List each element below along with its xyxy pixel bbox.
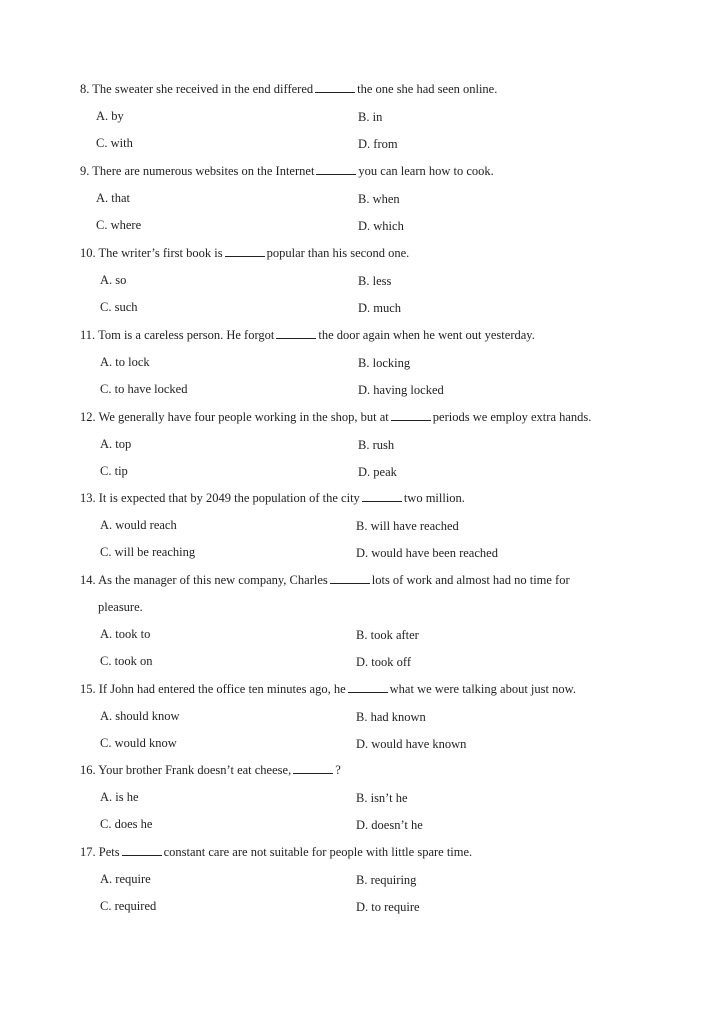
option-letter: A.	[100, 355, 113, 369]
option-text: would reach	[115, 518, 177, 532]
option-letter: B.	[356, 519, 368, 533]
option-c	[100, 735, 177, 751]
option-text: from	[373, 137, 398, 151]
option-letter: A.	[100, 627, 113, 641]
stem-before-blank: As the manager of this new company, Charles	[98, 573, 328, 587]
question-number: 9.	[80, 164, 90, 178]
option-a	[100, 354, 150, 370]
option-text: will be reaching	[114, 545, 196, 559]
option-letter: B.	[356, 873, 368, 887]
stem-after-blank: the one she had seen online.	[357, 82, 498, 96]
option-text: to require	[371, 900, 420, 914]
question-number: 10.	[80, 246, 96, 260]
option-text: will have reached	[370, 519, 459, 533]
option-letter: C.	[100, 899, 112, 913]
option-letter: B.	[358, 110, 370, 124]
stem-after-blank: lots of work and almost had no time for	[371, 573, 570, 587]
answer-blank	[391, 410, 431, 421]
option-text: less	[372, 274, 392, 288]
stem-before-blank: If John had entered the office ten minutes ago, he	[98, 682, 346, 696]
option-a	[100, 272, 126, 288]
option-text: took off	[371, 655, 411, 669]
option-letter: A.	[96, 109, 109, 123]
option-text: took on	[114, 654, 153, 668]
option-text: took to	[115, 627, 151, 641]
option-letter: D.	[356, 900, 369, 914]
option-text: with	[110, 136, 133, 150]
option-a	[100, 871, 151, 887]
option-d	[356, 736, 466, 752]
option-letter: A.	[100, 790, 113, 804]
option-letter: C.	[100, 545, 112, 559]
option-text: would have known	[371, 737, 467, 751]
option-text: would have been reached	[371, 546, 498, 560]
option-text: doesn’t he	[371, 818, 423, 832]
option-letter: A.	[100, 437, 113, 451]
option-d	[358, 136, 398, 152]
option-letter: B.	[356, 628, 368, 642]
option-text: is he	[115, 790, 139, 804]
question-number: 16.	[80, 763, 96, 777]
option-text: had known	[370, 710, 426, 724]
option-d	[356, 545, 498, 561]
option-a	[100, 436, 131, 452]
answer-blank	[293, 763, 333, 774]
stem-before-blank: The writer’s first book is	[98, 246, 223, 260]
question-number: 11.	[80, 328, 96, 342]
option-text: such	[114, 300, 138, 314]
option-letter: D.	[358, 383, 371, 397]
option-c	[100, 816, 152, 832]
option-a	[96, 108, 124, 124]
question-stem	[80, 757, 650, 784]
question-stem	[80, 839, 650, 866]
stem-after-blank: constant care are not suitable for people with little spare time.	[163, 845, 473, 859]
option-text: by	[111, 109, 124, 123]
option-text: does he	[114, 817, 153, 831]
option-letter: D.	[356, 655, 369, 669]
answer-blank	[316, 164, 356, 175]
question-number: 14.	[80, 573, 96, 587]
option-d	[358, 300, 401, 316]
option-text: rush	[372, 438, 395, 452]
option-a	[100, 789, 139, 805]
stem-before-blank: Pets	[98, 845, 120, 859]
option-letter: C.	[96, 136, 108, 150]
option-b	[358, 273, 391, 289]
stem-continuation: pleasure.	[98, 600, 143, 614]
option-letter: B.	[358, 438, 370, 452]
option-text: to have locked	[114, 382, 188, 396]
option-c	[100, 463, 128, 479]
option-text: require	[115, 872, 151, 886]
option-text: having locked	[373, 383, 444, 397]
stem-after-blank: what we were talking about just now.	[389, 682, 576, 696]
option-letter: A.	[100, 518, 113, 532]
option-b	[358, 191, 400, 207]
option-letter: B.	[356, 710, 368, 724]
answer-blank	[315, 82, 355, 93]
option-letter: A.	[96, 191, 109, 205]
option-letter: A.	[100, 709, 113, 723]
option-text: should know	[115, 709, 180, 723]
option-d	[358, 464, 397, 480]
option-letter: A.	[100, 273, 113, 287]
option-letter: B.	[356, 791, 368, 805]
stem-before-blank: There are numerous websites on the Internet	[92, 164, 315, 178]
option-letter: C.	[100, 654, 112, 668]
option-letter: C.	[100, 464, 112, 478]
option-letter: D.	[356, 737, 369, 751]
option-letter: D.	[356, 546, 369, 560]
question-stem	[80, 158, 650, 185]
option-d	[356, 654, 411, 670]
option-letter: C.	[100, 300, 112, 314]
option-letter: D.	[358, 301, 371, 315]
option-letter: B.	[358, 192, 370, 206]
option-text: top	[115, 437, 132, 451]
option-text: in	[372, 110, 383, 124]
stem-before-blank: It is expected that by 2049 the population of the city	[98, 491, 360, 505]
option-text: peak	[373, 465, 397, 479]
option-b	[358, 355, 410, 371]
stem-before-blank: We generally have four people working in the shop, but at	[98, 410, 389, 424]
option-b	[356, 518, 459, 534]
question-stem	[80, 322, 650, 349]
option-c	[96, 217, 141, 233]
option-c	[100, 381, 187, 397]
option-letter: C.	[96, 218, 108, 232]
option-text: so	[115, 273, 127, 287]
option-text: tip	[114, 464, 128, 478]
option-d	[358, 382, 444, 398]
option-letter: D.	[358, 465, 371, 479]
stem-after-blank: ?	[335, 763, 341, 777]
option-text: to lock	[115, 355, 150, 369]
stem-before-blank: The sweater she received in the end differed	[92, 82, 314, 96]
option-letter: D.	[358, 219, 371, 233]
option-letter: B.	[358, 356, 370, 370]
option-letter: B.	[358, 274, 370, 288]
answer-blank	[348, 682, 388, 693]
question-number: 13.	[80, 491, 96, 505]
option-b	[356, 627, 419, 643]
question-number: 15.	[80, 682, 96, 696]
question-number: 12.	[80, 410, 96, 424]
question-stem	[80, 485, 650, 512]
question-stem	[80, 567, 655, 621]
option-c	[100, 653, 152, 669]
option-letter: C.	[100, 382, 112, 396]
option-letter: D.	[358, 137, 371, 151]
option-text: required	[114, 899, 157, 913]
option-text: isn’t he	[370, 791, 408, 805]
question-stem	[80, 676, 650, 703]
stem-before-blank: Your brother Frank doesn’t eat cheese,	[98, 763, 292, 777]
answer-blank	[330, 573, 370, 584]
option-b	[358, 437, 394, 453]
option-text: when	[372, 192, 400, 206]
answer-blank	[225, 246, 265, 257]
option-text: locking	[372, 356, 411, 370]
option-text: which	[373, 219, 404, 233]
option-text: would know	[114, 736, 177, 750]
question-stem	[80, 240, 650, 267]
option-b	[356, 709, 426, 725]
option-c	[100, 898, 156, 914]
stem-before-blank: Tom is a careless person. He forgot	[98, 328, 275, 342]
option-text: where	[110, 218, 142, 232]
stem-after-blank: popular than his second one.	[266, 246, 410, 260]
option-text: much	[373, 301, 402, 315]
question-number: 8.	[80, 82, 90, 96]
stem-after-blank: periods we employ extra hands.	[432, 410, 592, 424]
option-letter: C.	[100, 817, 112, 831]
option-text: that	[111, 191, 131, 205]
option-a	[100, 517, 177, 533]
option-c	[100, 544, 195, 560]
option-letter: C.	[100, 736, 112, 750]
option-letter: A.	[100, 872, 113, 886]
option-c	[100, 299, 138, 315]
answer-blank	[122, 845, 162, 856]
option-a	[96, 190, 130, 206]
option-b	[358, 109, 382, 125]
option-a	[100, 626, 150, 642]
question-number: 17.	[80, 845, 96, 859]
answer-blank	[362, 491, 402, 502]
option-letter: D.	[356, 818, 369, 832]
option-d	[358, 218, 404, 234]
stem-after-blank: the door again when he went out yesterday.	[318, 328, 535, 342]
answer-blank	[276, 328, 316, 339]
option-c	[96, 135, 133, 151]
option-b	[356, 790, 408, 806]
option-text: took after	[370, 628, 419, 642]
option-d	[356, 899, 420, 915]
stem-after-blank: you can learn how to cook.	[358, 164, 494, 178]
question-stem	[80, 404, 660, 431]
option-d	[356, 817, 423, 833]
stem-after-blank: two million.	[403, 491, 465, 505]
option-b	[356, 872, 416, 888]
question-stem	[80, 76, 650, 103]
option-text: requiring	[370, 873, 417, 887]
option-a	[100, 708, 180, 724]
